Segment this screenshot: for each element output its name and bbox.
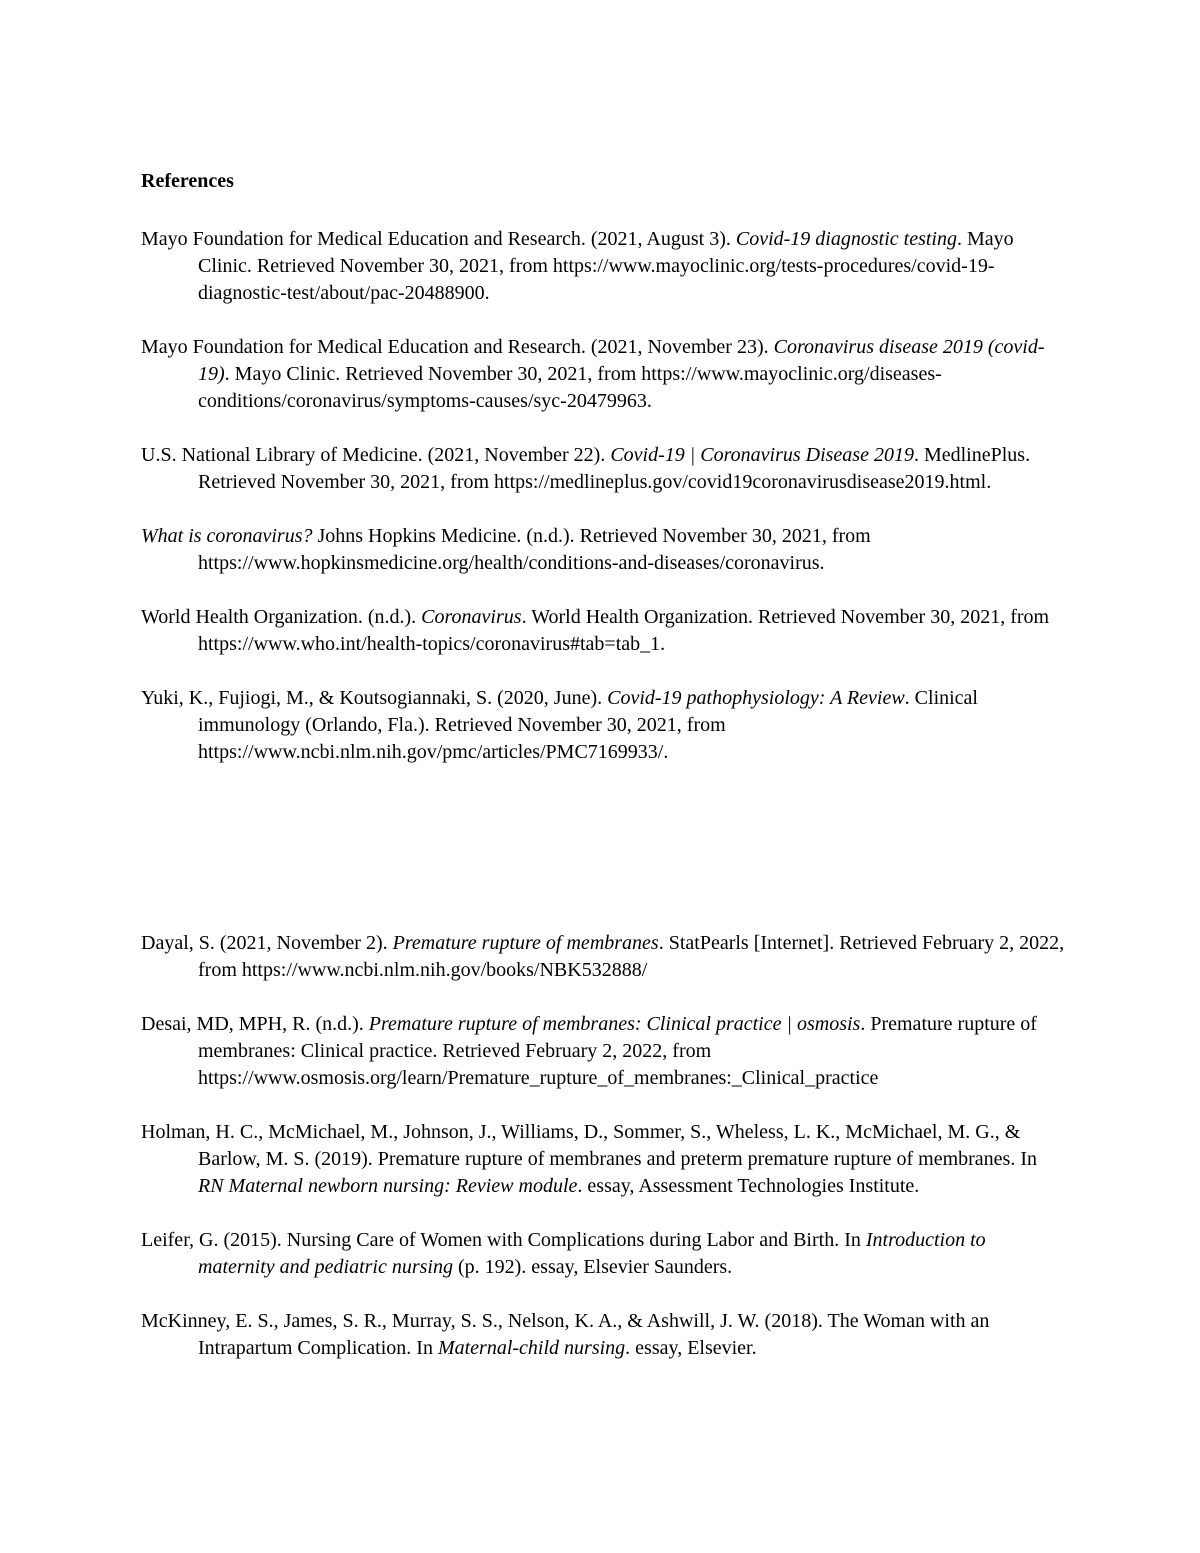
reference-title: Coronavirus disease 2019 (covid-19) — [198, 336, 1045, 385]
reference-title: Maternal-child nursing — [437, 1337, 626, 1359]
reference-author: Yuki, K., Fujiogi, M., & Koutsogiannaki, S. (2020, June). — [141, 687, 608, 709]
reference-source: (p. 192). essay, Elsevier Saunders. — [452, 1256, 733, 1278]
reference-entry — [141, 442, 1066, 496]
reference-entry — [141, 1227, 1066, 1281]
reference-author: Dayal, S. (2021, November 2). — [141, 932, 393, 954]
reference-entry — [141, 334, 1066, 415]
reference-source: . MedlinePlus. Retrieved November 30, 2021, from https://medlineplus.gov/covid19coronavirusdisease2019.html. — [198, 444, 1031, 493]
reference-entry — [141, 930, 1066, 984]
reference-author: Desai, MD, MPH, R. (n.d.). — [141, 1013, 369, 1035]
reference-author: Holman, H. C., McMichael, M., Johnson, J., Williams, D., Sommer, S., Wheless, L. K., McMichael, M. G., & Barlow, M. S. (2019). Premature rupture of membranes and preterm premature rupture of membranes. In — [141, 1121, 1037, 1170]
reference-author: U.S. National Library of Medicine. (2021, November 22). — [141, 444, 611, 466]
reference-title: Covid-19 | Coronavirus Disease 2019 — [610, 444, 914, 466]
reference-author: Leifer, G. (2015). Nursing Care of Women with Complications during Labor and Birth. In — [141, 1229, 866, 1251]
reference-source: . StatPearls [Internet]. Retrieved February 2, 2022, from https://www.ncbi.nlm.nih.gov/books/NBK532888/ — [198, 932, 1065, 981]
reference-source: . Premature rupture of membranes: Clinical practice. Retrieved February 2, 2022, from https://www.osmosis.org/learn/Premature_rupture_of_membranes:_Clinical_practice — [198, 1013, 1037, 1089]
references-heading: References — [141, 170, 234, 192]
reference-entry — [141, 604, 1066, 658]
reference-source: . Mayo Clinic. Retrieved November 30, 2021, from https://www.mayoclinic.org/tests-procedures/covid-19-diagnostic-test/about/pac-20488900. — [198, 228, 1014, 304]
reference-source: . essay, Assessment Technologies Institute. — [577, 1175, 920, 1197]
reference-entry — [141, 1119, 1066, 1200]
reference-list-covid — [141, 226, 1066, 793]
reference-author: Mayo Foundation for Medical Education and Research. (2021, November 23). — [141, 336, 774, 358]
reference-source: Johns Hopkins Medicine. (n.d.). Retrieved November 30, 2021, from https://www.hopkinsmedicine.org/health/conditions-and-diseases/coronavirus. — [198, 525, 871, 574]
reference-title: Premature rupture of membranes: Clinical practice | osmosis — [368, 1013, 861, 1035]
reference-title: Covid-19 pathophysiology: A Review — [607, 687, 905, 709]
reference-author: World Health Organization. (n.d.). — [141, 606, 422, 628]
reference-title: Coronavirus — [421, 606, 522, 628]
reference-source: . Mayo Clinic. Retrieved November 30, 2021, from https://www.mayoclinic.org/diseases-conditions/coronavirus/symptoms-causes/syc-20479963. — [198, 363, 942, 412]
reference-entry — [141, 1011, 1066, 1092]
reference-entry — [141, 1308, 1066, 1362]
reference-title: Introduction to maternity and pediatric nursing — [198, 1229, 986, 1278]
reference-title: What is coronavirus? — [141, 525, 313, 547]
reference-list-prom — [141, 930, 1066, 1389]
reference-author: McKinney, E. S., James, S. R., Murray, S. S., Nelson, K. A., & Ashwill, J. W. (2018). The Woman with an Intrapartum Complication. In — [141, 1310, 990, 1359]
reference-source: . World Health Organization. Retrieved November 30, 2021, from https://www.who.int/health-topics/coronavirus#tab=tab_1. — [198, 606, 1050, 655]
reference-source: . essay, Elsevier. — [625, 1337, 757, 1359]
reference-entry — [141, 226, 1066, 307]
reference-title: Premature rupture of membranes — [392, 932, 659, 954]
reference-entry — [141, 685, 1066, 766]
reference-entry — [141, 523, 1066, 577]
reference-title: Covid-19 diagnostic testing — [735, 228, 957, 250]
reference-source: . Clinical immunology (Orlando, Fla.). Retrieved November 30, 2021, from https://www.ncbi.nlm.nih.gov/pmc/articles/PMC7169933/. — [198, 687, 978, 763]
reference-author: Mayo Foundation for Medical Education and Research. (2021, August 3). — [141, 228, 736, 250]
reference-title: RN Maternal newborn nursing: Review module — [198, 1175, 578, 1197]
